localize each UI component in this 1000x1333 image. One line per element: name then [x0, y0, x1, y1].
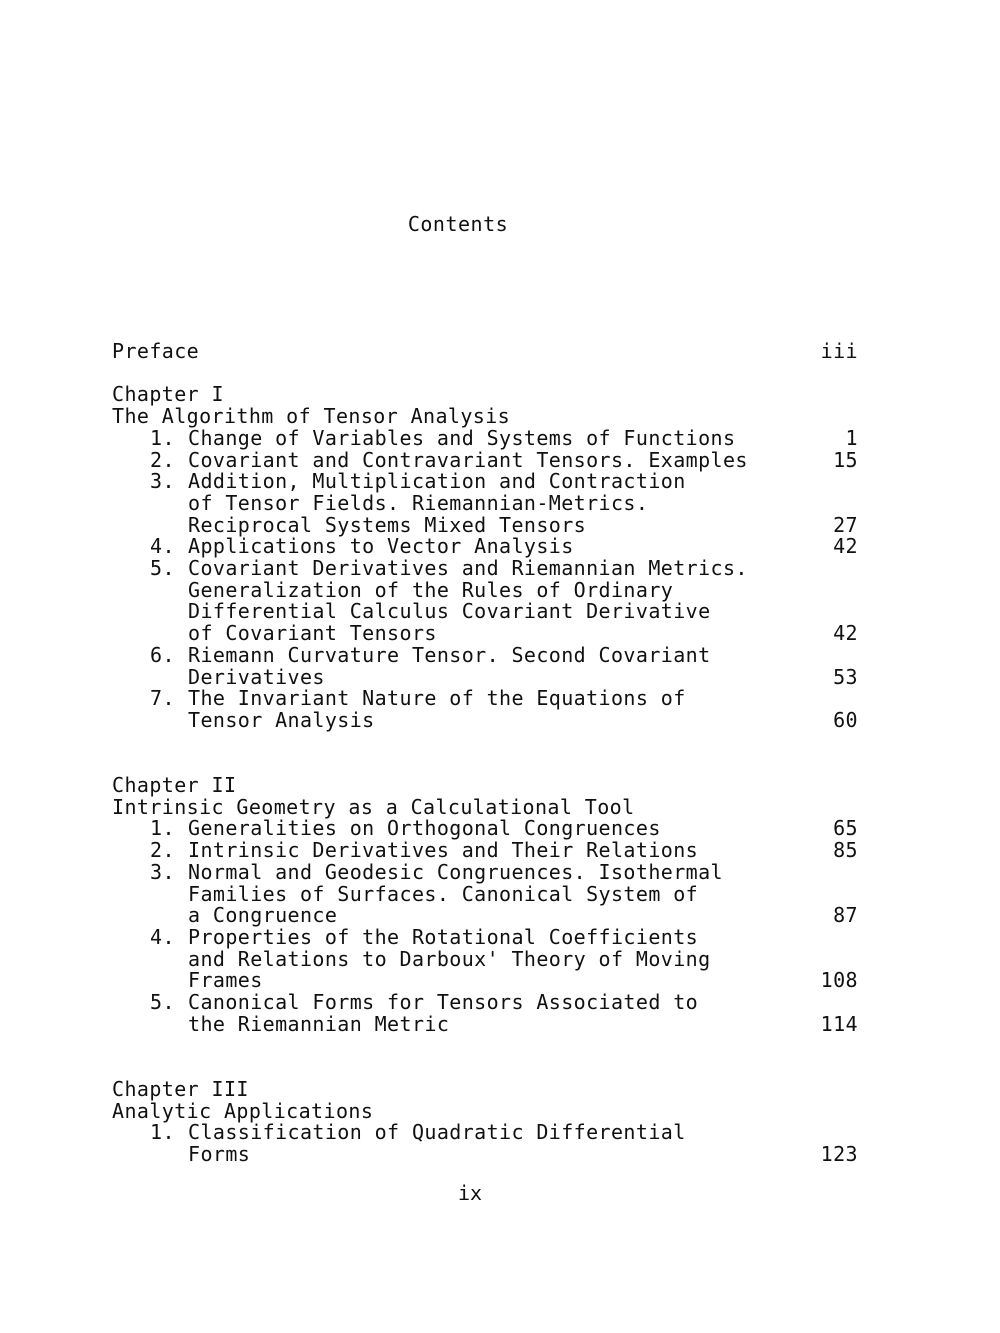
entry-number: 6.	[150, 642, 175, 667]
toc-entry[interactable]	[112, 924, 858, 993]
entry-title: Riemann Curvature Tensor. Second Covariant Derivatives	[188, 642, 711, 689]
entry-page: 123	[820, 1141, 858, 1166]
toc-preface[interactable]	[112, 341, 858, 363]
toc-entry[interactable]	[112, 818, 858, 840]
chapter-label[interactable]: Chapter I	[112, 382, 224, 407]
page-heading: Contents	[407, 212, 509, 236]
entry-title: Covariant Derivatives and Riemannian Metrics. Generalization of the Rules of Ordinary Differential Calculus Covariant Derivative of Covariant Tensors	[188, 556, 748, 646]
entry-number-cell	[112, 840, 188, 862]
entry-number: 3.	[150, 859, 175, 884]
entry-title: Classification of Quadratic Differential Forms	[188, 1120, 686, 1166]
toc-entry[interactable]	[112, 425, 858, 450]
chapter-title[interactable]: Analytic Applications	[112, 1098, 374, 1123]
entry-page: 60	[833, 707, 858, 732]
chapter-block	[112, 384, 858, 731]
chapter-label[interactable]: Chapter III	[112, 1076, 249, 1101]
entry-number: 1.	[150, 425, 175, 450]
toc-entry[interactable]	[112, 1122, 858, 1165]
entry-page: 65	[833, 816, 858, 841]
entry-number: 1.	[150, 1120, 175, 1145]
chapter-label[interactable]: Chapter II	[112, 773, 237, 798]
toc-entry[interactable]	[112, 859, 858, 928]
entry-number: 4.	[150, 534, 175, 559]
entry-number: 5.	[150, 990, 175, 1015]
toc-entry[interactable]	[112, 840, 858, 862]
chapter-block	[112, 775, 858, 1035]
entry-title: Normal and Geodesic Congruences. Isothermal Families of Surfaces. Canonical System of a Congruence	[188, 859, 723, 928]
entry-number-cell	[112, 1122, 188, 1144]
entry-title: The Invariant Nature of the Equations of Tensor Analysis	[188, 686, 686, 732]
entry-page: 114	[820, 1011, 858, 1036]
entry-number-cell	[112, 992, 188, 1014]
entry-title: Canonical Forms for Tensors Associated to the Riemannian Metric	[188, 990, 699, 1036]
entry-title: Addition, Multiplication and Contraction of Tensor Fields. Riemannian-Metrics. Reciprocal Systems Mixed Tensors	[188, 469, 686, 537]
toc-entry[interactable]	[112, 688, 858, 731]
toc-entry[interactable]	[112, 536, 858, 558]
entry-number-cell	[112, 471, 188, 493]
entry-title: Change of Variables and Systems of Functions	[188, 425, 736, 450]
toc-entry[interactable]	[112, 642, 858, 689]
entry-number: 3.	[150, 469, 175, 494]
toc-entry[interactable]	[112, 992, 858, 1035]
entry-title: Generalities on Orthogonal Congruences	[188, 816, 661, 841]
entry-number-cell	[112, 924, 188, 949]
entry-number: 1.	[150, 816, 175, 841]
entry-page: 42	[833, 621, 858, 646]
chapter-title[interactable]: Intrinsic Geometry as a Calculational Tool	[112, 794, 635, 819]
preface-label: Preface	[112, 339, 200, 363]
entry-number-cell	[112, 558, 188, 580]
entry-title: Properties of the Rotational Coefficients and Relations to Darboux' Theory of Moving Frames	[188, 924, 711, 993]
entry-page: 27	[833, 512, 858, 537]
entry-page: 1	[845, 425, 858, 450]
entry-number-cell	[112, 818, 188, 840]
entry-page: 85	[833, 838, 858, 863]
page-number: ix	[457, 1181, 483, 1205]
preface-page: iii	[820, 339, 858, 363]
entry-number-cell	[112, 536, 188, 558]
entry-number-cell	[112, 425, 188, 450]
chapter-title[interactable]: The Algorithm of Tensor Analysis	[112, 404, 511, 429]
table-of-contents	[112, 341, 858, 1166]
toc-entry[interactable]	[112, 558, 858, 645]
entry-number-cell	[112, 447, 188, 472]
entry-title: Intrinsic Derivatives and Their Relations	[188, 838, 699, 863]
chapter-block	[112, 1076, 858, 1166]
entry-number: 2.	[150, 447, 175, 472]
entry-number: 5.	[150, 556, 175, 581]
entry-page: 108	[820, 968, 858, 993]
entry-title: Applications to Vector Analysis	[188, 534, 574, 559]
entry-number: 7.	[150, 686, 175, 711]
entry-title: Covariant and Contravariant Tensors. Examples	[188, 447, 748, 472]
entry-number-cell	[112, 642, 188, 667]
entry-number-cell	[112, 688, 188, 710]
chapters-list	[112, 384, 858, 1165]
entry-number: 4.	[150, 924, 175, 949]
entry-page: 53	[833, 664, 858, 689]
entry-page: 87	[833, 903, 858, 928]
entry-number-cell	[112, 859, 188, 884]
toc-entry[interactable]	[112, 447, 858, 472]
toc-entry[interactable]	[112, 471, 858, 536]
entry-page: 15	[833, 447, 858, 472]
entry-page: 42	[833, 534, 858, 559]
entry-number: 2.	[150, 838, 175, 863]
